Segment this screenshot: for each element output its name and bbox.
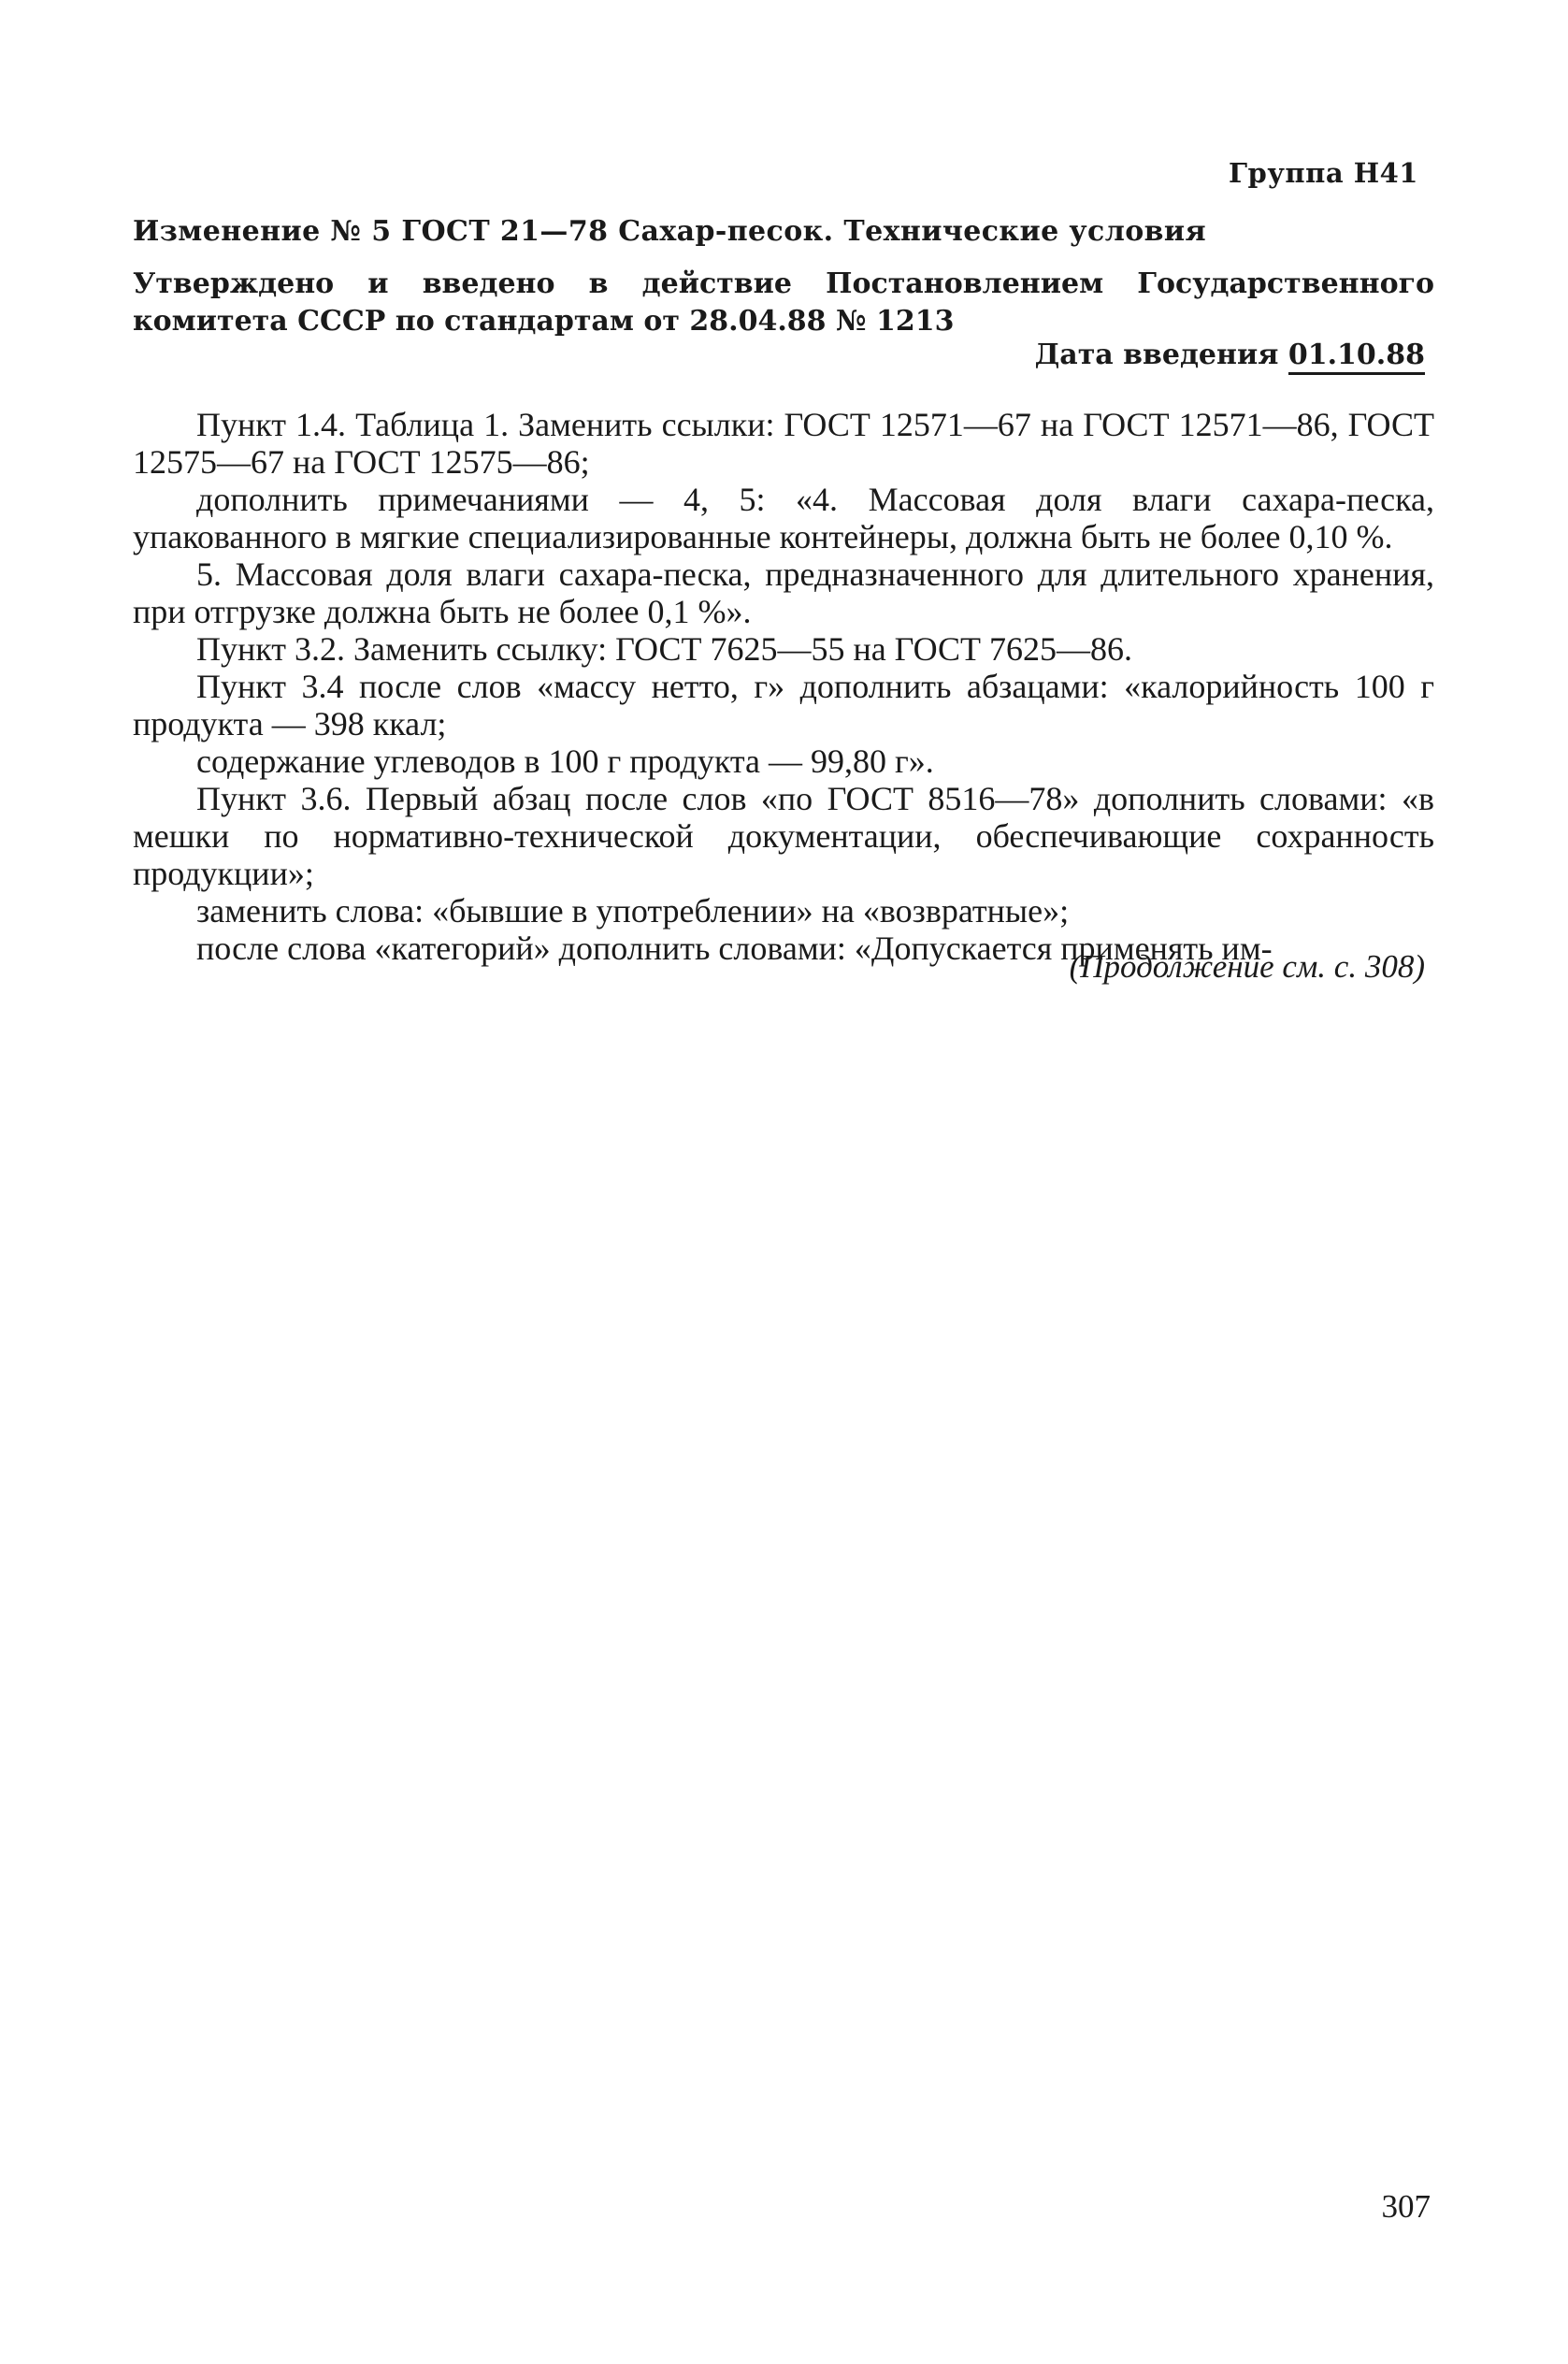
paragraph: Пункт 3.6. Первый абзац после слов «по ГОСТ 8516—78» дополнить словами: «в мешки по нормативно-технической документации, обеспечивающие сохранность продукции»; xyxy=(133,780,1434,892)
effective-date-label: Дата введения xyxy=(1034,339,1279,371)
document-title: Изменение № 5 ГОСТ 21—78 Сахар-песок. Технические условия xyxy=(133,215,1207,248)
continuation-note: (Продолжение см. с. 308) xyxy=(1069,948,1425,985)
group-code: Группа Н41 xyxy=(1229,157,1418,189)
paragraph: 5. Массовая доля влаги сахара-песка, предназначенного для длительного хранения, при отгрузке должна быть не более 0,1 %». xyxy=(133,555,1434,630)
paragraph: после слова «категорий» дополнить словами: «Допускается применять им- xyxy=(196,930,1273,967)
paragraph: Пункт 3.4 после слов «массу нетто, г» дополнить абзацами: «калорийность 100 г продукта — 398 ккал; xyxy=(133,668,1434,742)
paragraph: заменить слова: «бывшие в употреблении» на «возвратные»; xyxy=(196,892,1070,930)
amendment-text xyxy=(133,406,1434,967)
paragraph: дополнить примечаниями — 4, 5: «4. Массовая доля влаги сахара-песка, упакованного в мягкие специализированные контейнеры, должна быть не более 0,10 %. xyxy=(133,481,1434,555)
paragraph: содержание углеводов в 100 г продукта — 99,80 г». xyxy=(196,742,934,780)
paragraph: Пункт 3.2. Заменить ссылку: ГОСТ 7625—55 на ГОСТ 7625—86. xyxy=(196,630,1133,668)
effective-date-value: 01.10.88 xyxy=(1288,339,1425,375)
paragraph: Пункт 1.4. Таблица 1. Заменить ссылки: ГОСТ 12571—67 на ГОСТ 12571—86, ГОСТ 12575—67 на ГОСТ 12575—86; xyxy=(133,406,1434,481)
effective-date xyxy=(1035,339,1425,371)
page-number: 307 xyxy=(1381,2188,1431,2225)
approval-statement: Утверждено и введено в действие Постановлением Государственного комитета СССР по стандартам от 28.04.88 № 1213 xyxy=(133,267,1434,338)
